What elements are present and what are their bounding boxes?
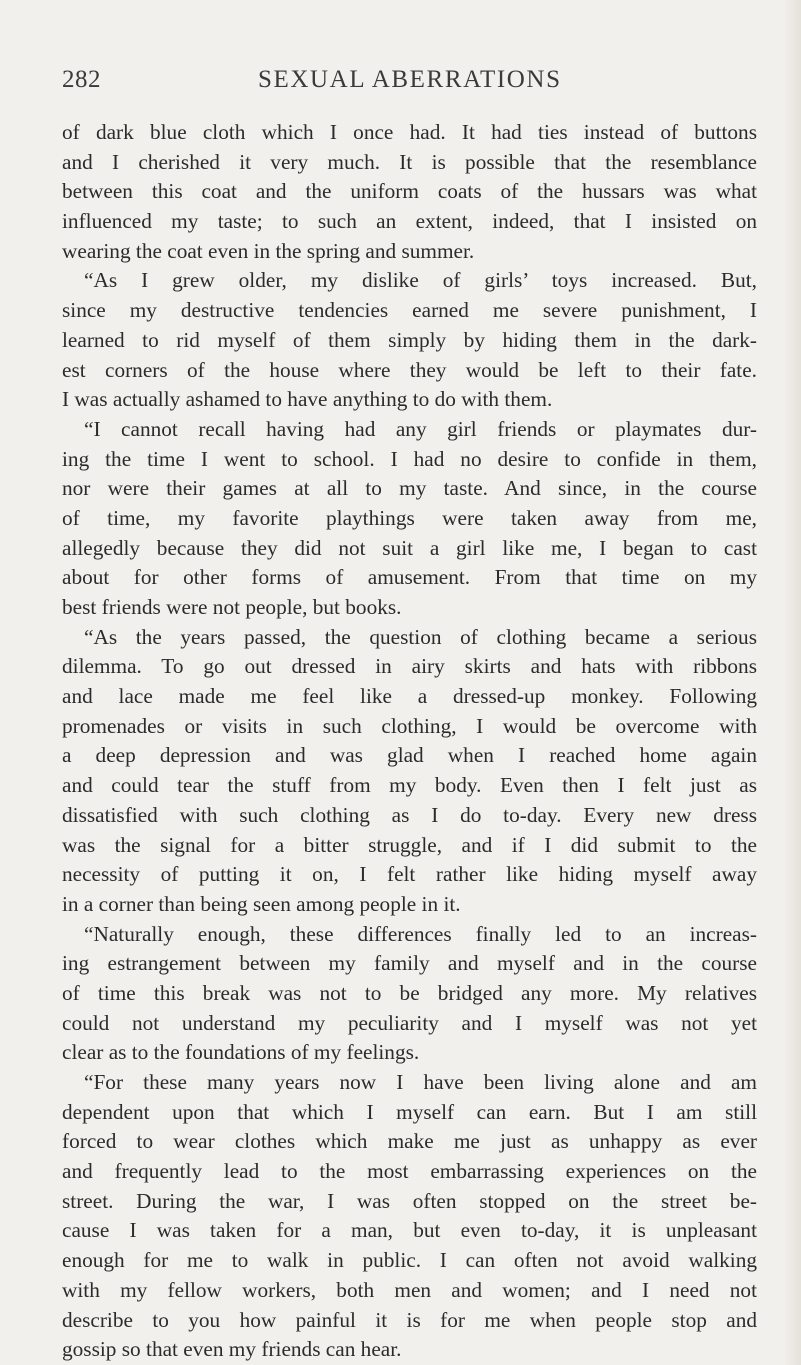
text-line: learned to rid myself of them simply by hiding them in the dark-: [62, 327, 757, 352]
text-line: of time this break was not to be bridged any more. My relatives: [62, 980, 757, 1005]
text-line: “Naturally enough, these differences finally led to an increas-: [84, 921, 757, 946]
text-line: influenced my taste; to such an extent, indeed, that I insisted on: [62, 209, 757, 234]
text-line: with my fellow workers, both men and women; and I need not: [62, 1277, 757, 1302]
text-line: dependent upon that which I myself can earn. But I am still: [62, 1099, 757, 1124]
text-line: best friends were not people, but books.: [62, 595, 402, 619]
text-line: in a corner than being seen among people in it.: [62, 891, 461, 916]
text-line: wearing the coat even in the spring and summer.: [62, 238, 475, 263]
text-line: dissatisfied with such clothing as I do to-day. Every new dress: [62, 802, 757, 827]
text-line: clear as to the foundations of my feelings.: [62, 1040, 420, 1065]
text-line: “I cannot recall having had any girl friends or playmates dur-: [84, 416, 757, 441]
text-line: “For these many years now I have been living alone and am: [84, 1070, 757, 1094]
text-line: “As I grew older, my dislike of girls’ toys increased. But,: [84, 268, 757, 293]
text-line: and lace made me feel like a dressed-up monkey. Following: [62, 684, 757, 709]
text-line: and I cherished it very much. It is possible that the resemblance: [62, 149, 757, 174]
page-edge-shadow: [783, 0, 801, 1365]
text-line: est corners of the house where they would be left to their fate.: [62, 357, 757, 382]
page-number: 282: [62, 66, 101, 93]
text-line: between this coat and the uniform coats of the hussars was what: [62, 179, 757, 204]
text-line: of dark blue cloth which I once had. It had ties instead of buttons: [62, 120, 757, 144]
text-line: about for other forms of amusement. From that time on my: [62, 565, 757, 590]
text-line: dilemma. To go out dressed in airy skirts and hats with ribbons: [62, 654, 757, 679]
text-line: ing estrangement between my family and myself and in the course: [62, 951, 757, 976]
text-line: could not understand my peculiarity and I myself was not yet: [62, 1010, 757, 1035]
text-line: since my destructive tendencies earned me severe punishment, I: [62, 298, 757, 323]
text-line: cause I was taken for a man, but even to-day, it is unpleasant: [62, 1218, 757, 1243]
text-line: street. During the war, I was often stopped on the street be-: [62, 1188, 757, 1213]
text-line: gossip so that even my friends can hear.: [62, 1337, 402, 1362]
text-line: allegedly because they did not suit a girl like me, I began to cast: [62, 535, 757, 560]
text-line: ing the time I went to school. I had no desire to confide in them,: [62, 446, 757, 471]
text-line: and frequently lead to the most embarrassing experiences on the: [62, 1159, 757, 1184]
text-line: “As the years passed, the question of clothing became a serious: [84, 624, 757, 649]
running-head: SEXUAL ABERRATIONS: [258, 66, 562, 93]
page-header: [62, 66, 762, 100]
text-line: nor were their games at all to my taste. And since, in the course: [62, 476, 757, 501]
text-line: I was actually ashamed to have anything to do with them.: [62, 387, 553, 412]
text-line: promenades or visits in such clothing, I would be overcome with: [62, 713, 757, 738]
text-line: enough for me to walk in public. I can often not avoid walking: [62, 1248, 757, 1273]
text-line: a deep depression and was glad when I reached home again: [62, 743, 757, 768]
text-line: necessity of putting it on, I felt rather like hiding myself away: [62, 862, 757, 887]
body-text: [62, 118, 757, 1365]
text-line: and could tear the stuff from my body. Even then I felt just as: [62, 773, 757, 798]
text-line: forced to wear clothes which make me just as unhappy as ever: [62, 1129, 757, 1154]
text-line: describe to you how painful it is for me when people stop and: [62, 1307, 757, 1332]
text-line: was the signal for a bitter struggle, and if I did submit to the: [62, 832, 757, 857]
text-line: of time, my favorite playthings were taken away from me,: [62, 505, 757, 530]
